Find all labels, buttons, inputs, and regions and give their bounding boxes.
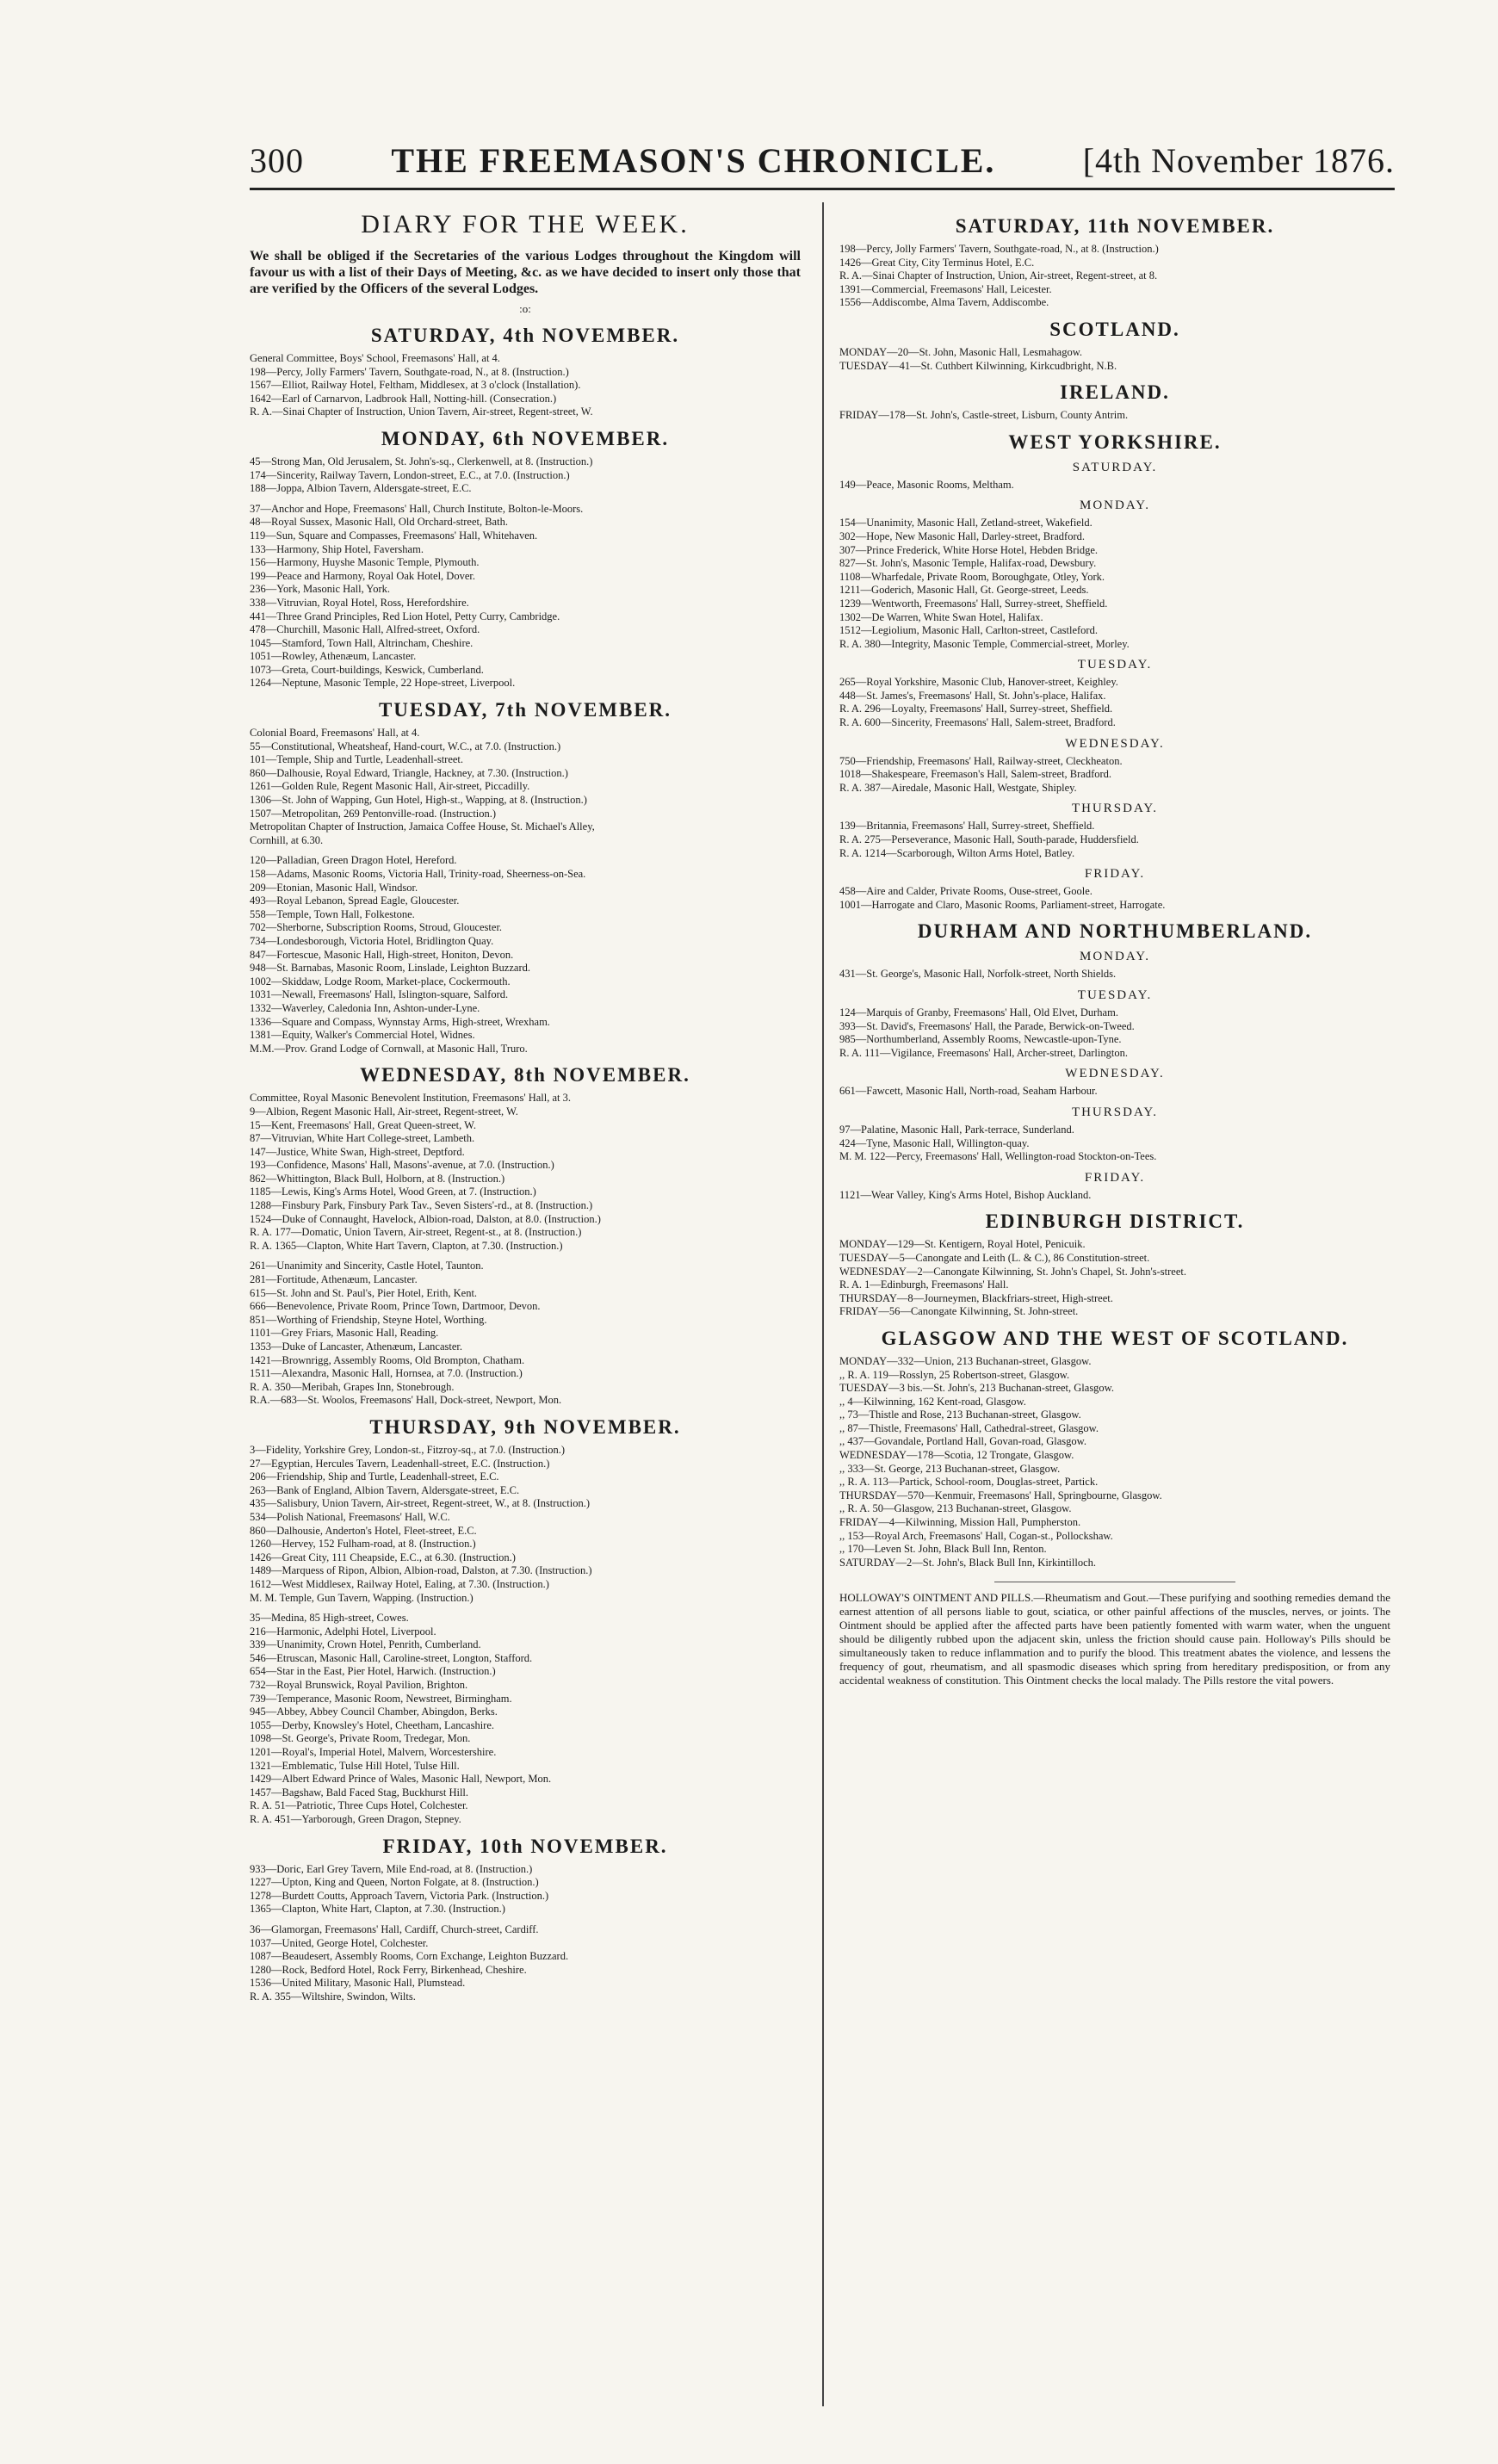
region-heading: DURHAM AND NORTHUMBERLAND.: [917, 920, 1313, 943]
lodge-entry: M.M.—Prov. Grand Lodge of Cornwall, at Masonic Hall, Truro.: [250, 1042, 528, 1055]
lodge-entry: ,, R. A. 113—Partick, School-room, Douglas-street, Partick.: [839, 1476, 1099, 1489]
lodge-entry: 206—Friendship, Ship and Turtle, Leadenhall-street, E.C.: [250, 1470, 499, 1483]
lodge-entry: 261—Unanimity and Sincerity, Castle Hotel, Taunton.: [250, 1260, 484, 1272]
region-heading: EDINBURGH DISTRICT.: [985, 1210, 1245, 1233]
lodge-entry: 55—Constitutional, Wheatsheaf, Hand-court, W.C., at 7.0. (Instruction.): [250, 740, 561, 752]
lodge-entry: 1302—De Warren, White Swan Hotel, Halifax.: [839, 610, 1043, 623]
day-heading: TUESDAY, 7th NOVEMBER.: [378, 699, 672, 721]
lodge-entry: 139—Britannia, Freemasons' Hall, Surrey-street, Sheffield.: [839, 820, 1095, 833]
lodge-entry: 87—Vitruvian, White Hart College-street, Lambeth.: [250, 1132, 475, 1145]
lodge-entry: 666—Benevolence, Private Room, Prince Town, Dartmoor, Devon.: [250, 1300, 541, 1313]
lodge-entry: 827—St. John's, Masonic Temple, Halifax-road, Dewsbury.: [839, 557, 1097, 570]
lodge-entry: 862—Whittington, Black Bull, Holborn, at 8. (Instruction.): [250, 1172, 505, 1185]
header-rule: [250, 188, 1395, 190]
region-heading: SCOTLAND.: [1049, 318, 1180, 340]
lodge-entry: 97—Palatine, Masonic Hall, Park-terrace, Sunderland.: [839, 1123, 1074, 1136]
lodge-entry: TUESDAY—3 bis.—St. John's, 213 Buchanan-street, Glasgow.: [839, 1382, 1115, 1395]
page-number: 300: [250, 141, 304, 180]
lodge-entry: 1524—Duke of Connaught, Havelock, Albion-road, Dalston, at 8.0. (Instruction.): [250, 1212, 601, 1225]
separator: :o:: [519, 302, 531, 315]
lodge-entry: 1332—Waverley, Caledonia Inn, Ashton-under-Lyne.: [250, 1001, 480, 1014]
lodge-entry: 615—St. John and St. Paul's, Pier Hotel, Erith, Kent.: [250, 1286, 478, 1299]
lodge-entry: 35—Medina, 85 High-street, Cowes.: [250, 1612, 409, 1625]
lodge-entry: 945—Abbey, Abbey Council Chamber, Abingdon, Berks.: [250, 1706, 498, 1718]
lodge-entry: 48—Royal Sussex, Masonic Hall, Old Orchard-street, Bath.: [250, 516, 508, 529]
lodge-entry: 236—York, Masonic Hall, York.: [250, 583, 390, 596]
lodge-entry: 458—Aire and Calder, Private Rooms, Ouse-street, Goole.: [839, 885, 1093, 898]
lodge-entry: 948—St. Barnabas, Masonic Room, Linslade, Leighton Buzzard.: [250, 962, 530, 975]
lodge-entry: 1391—Commercial, Freemasons' Hall, Leicester.: [839, 282, 1052, 295]
lodge-entry: 1201—Royal's, Imperial Hotel, Malvern, Worcestershire.: [250, 1746, 497, 1759]
lodge-entry: General Committee, Boys' School, Freemasons' Hall, at 4.: [250, 352, 500, 364]
lodge-entry: ,, 333—St. George, 213 Buchanan-street, Glasgow.: [839, 1462, 1061, 1475]
lodge-entry: FRIDAY—4—Kilwinning, Mission Hall, Pumpherston.: [839, 1516, 1081, 1529]
lodge-entry: 851—Worthing of Friendship, Steyne Hotel, Worthing.: [250, 1313, 487, 1326]
group-gap: [250, 1916, 801, 1923]
lodge-entry: 1612—West Middlesex, Railway Hotel, Ealing, at 7.30. (Instruction.): [250, 1577, 549, 1590]
lodge-entry: 265—Royal Yorkshire, Masonic Club, Hanover-street, Keighley.: [839, 676, 1118, 689]
lodge-entry: M. M. Temple, Gun Tavern, Wapping. (Instruction.): [250, 1591, 474, 1604]
day-subheading: WEDNESDAY.: [1065, 1067, 1165, 1081]
lodge-entry: ,, 4—Kilwinning, 162 Kent-road, Glasgow.: [839, 1395, 1026, 1408]
lodge-entry: ,, 437—Govandale, Portland Hall, Govan-road, Glasgow.: [839, 1435, 1086, 1448]
lodge-entry: THURSDAY—570—Kenmuir, Freemasons' Hall, Springbourne, Glasgow.: [839, 1489, 1162, 1501]
lodge-entry: R. A. 1214—Scarborough, Wilton Arms Hotel, Batley.: [839, 846, 1075, 859]
group-gap: [250, 1253, 801, 1260]
group-gap: [250, 496, 801, 503]
lodge-entry: 1227—Upton, King and Queen, Norton Folgate, at 8. (Instruction.): [250, 1876, 539, 1889]
lodge-entry: 1001—Harrogate and Claro, Masonic Rooms, Parliament-street, Harrogate.: [839, 898, 1166, 911]
lodge-entry: 3—Fidelity, Yorkshire Grey, London-st., Fitzroy-sq., at 7.0. (Instruction.): [250, 1443, 566, 1456]
lodge-entry: 263—Bank of England, Albion Tavern, Aldersgate-street, E.C.: [250, 1483, 520, 1496]
day-subheading: TUESDAY.: [1077, 988, 1153, 1002]
lodge-entry: 985—Northumberland, Assembly Rooms, Newcastle-upon-Tyne.: [839, 1033, 1122, 1046]
region-heading: SATURDAY, 11th NOVEMBER.: [955, 215, 1275, 237]
group-gap: [250, 847, 801, 854]
lodge-entry: 1108—Wharfedale, Private Room, Boroughgate, Otley, York.: [839, 570, 1105, 583]
page-header: [250, 129, 1395, 181]
lodge-entry: 478—Churchill, Masonic Hall, Alfred-street, Oxford.: [250, 623, 480, 636]
lodge-entry: 149—Peace, Masonic Rooms, Meltham.: [839, 478, 1014, 491]
lodge-entry: Colonial Board, Freemasons' Hall, at 4.: [250, 727, 420, 740]
lodge-entry: 493—Royal Lebanon, Spread Eagle, Gloucester.: [250, 895, 460, 907]
lodge-entry: 124—Marquis of Granby, Freemasons' Hall, Old Elvet, Durham.: [839, 1006, 1118, 1018]
lodge-entry: 1018—Shakespeare, Freemason's Hall, Salem-street, Bradford.: [839, 768, 1112, 781]
lodge-entry: 338—Vitruvian, Royal Hotel, Ross, Herefordshire.: [250, 596, 469, 609]
lodge-entry: 198—Percy, Jolly Farmers' Tavern, Southgate-road, N., at 8. (Instruction.): [839, 243, 1159, 255]
lodge-entry: R. A. 380—Integrity, Masonic Temple, Commercial-street, Morley.: [839, 637, 1130, 650]
lodge-entry: 1426—Great City, 111 Cheapside, E.C., at 6.30. (Instruction.): [250, 1551, 516, 1563]
lodge-entry: R. A. 600—Sincerity, Freemasons' Hall, Salem-street, Bradford.: [839, 716, 1116, 729]
lodge-entry: 209—Etonian, Masonic Hall, Windsor.: [250, 881, 418, 894]
lodge-entry: 1098—St. George's, Private Room, Tredegar, Mon.: [250, 1732, 471, 1745]
lodge-entry: 1045—Stamford, Town Hall, Altrincham, Cheshire.: [250, 636, 474, 649]
lodge-entry: R. A. 275—Perseverance, Masonic Hall, South-parade, Huddersfield.: [839, 833, 1139, 846]
lodge-entry: 654—Star in the East, Pier Hotel, Harwich. (Instruction.): [250, 1665, 496, 1678]
lodge-entry: 1051—Rowley, Athenæum, Lancaster.: [250, 650, 417, 663]
lodge-entry: 1031—Newall, Freemasons' Hall, Islington-square, Salford.: [250, 988, 509, 1001]
lodge-entry: 174—Sincerity, Railway Tavern, London-street, E.C., at 7.0. (Instruction.): [250, 468, 570, 481]
day-subheading: THURSDAY.: [1071, 802, 1159, 816]
lodge-entry: ,, 170—Leven St. John, Black Bull Inn, Renton.: [839, 1543, 1047, 1556]
lodge-entry: 1642—Earl of Carnarvon, Ladbrook Hall, Notting-hill. (Consecration.): [250, 392, 557, 405]
day-subheading: MONDAY.: [1080, 950, 1150, 964]
lodge-entry: R. A. 111—Vigilance, Freemasons' Hall, Archer-street, Darlington.: [839, 1046, 1128, 1059]
holloway-advert: HOLLOWAY'S OINTMENT AND PILLS.—Rheumatism and Gout.—These purifying and soothing remedies demand the earnest attention of all persons liable to gout, sciatica, or other painful affections of the muscles, nerves, or joints. The Ointment should be applied after the affected parts have been patiently fomented with warm water, when the unguent should be diligently rubbed upon the adjacent skin, unless the friction should cause pain. Holloway's Pills should be simultaneously taken to reduce inflammation and to purify the blood. This treatment abates the violence, and lessens the frequency of gout, rheumatism, and all spasmodic diseases which spring from hereditary predisposition, or from any accidental weakness of constitution. This Ointment checks the local malady. The Pills restore the vital powers.: [839, 1591, 1390, 1687]
lodge-entry: 193—Confidence, Masons' Hall, Masons'-avenue, at 7.0. (Instruction.): [250, 1159, 554, 1172]
lodge-entry: 1511—Alexandra, Masonic Hall, Hornsea, at 7.0. (Instruction.): [250, 1367, 523, 1380]
lodge-entry: R. A. 387—Airedale, Masonic Hall, Westgate, Shipley.: [839, 781, 1077, 794]
lodge-entry: 302—Hope, New Masonic Hall, Darley-street, Bradford.: [839, 529, 1085, 542]
lodge-entry: 1365—Clapton, White Hart, Clapton, at 7.30. (Instruction.): [250, 1903, 505, 1916]
lodge-entry: 558—Temple, Town Hall, Folkestone.: [250, 907, 415, 920]
lodge-entry: 1101—Grey Friars, Masonic Hall, Reading.: [250, 1327, 439, 1340]
lodge-entry: 702—Sherborne, Subscription Rooms, Stroud, Gloucester.: [250, 921, 503, 934]
lodge-entry: 120—Palladian, Green Dragon Hotel, Hereford.: [250, 854, 457, 867]
lodge-entry: 847—Fortescue, Masonic Hall, High-street, Honiton, Devon.: [250, 948, 514, 961]
lodge-entry: 1288—Finsbury Park, Finsbury Park Tav., Seven Sisters'-rd., at 8. (Instruction.): [250, 1199, 593, 1212]
lodge-entry: Cornhill, at 6.30.: [250, 833, 324, 846]
lodge-entry: 1087—Beaudesert, Assembly Rooms, Corn Exchange, Leighton Buzzard.: [250, 1950, 569, 1963]
lodge-entry: 37—Anchor and Hope, Freemasons' Hall, Church Institute, Bolton-le-Moors.: [250, 502, 584, 515]
lodge-entry: 1037—United, George Hotel, Colchester.: [250, 1936, 429, 1949]
lodge-entry: R. A. 296—Loyalty, Freemasons' Hall, Surrey-street, Sheffield.: [839, 703, 1113, 715]
lodge-entry: 1336—Square and Compass, Wynnstay Arms, High-street, Wrexham.: [250, 1015, 550, 1028]
lodge-entry: 1280—Rock, Bedford Hotel, Rock Ferry, Birkenhead, Cheshire.: [250, 1963, 527, 1976]
lodge-entry: 1121—Wear Valley, King's Arms Hotel, Bishop Auckland.: [839, 1188, 1092, 1201]
day-heading: WEDNESDAY, 8th NOVEMBER.: [360, 1064, 690, 1087]
lodge-entry: 1211—Goderich, Masonic Hall, Gt. George-street, Leeds.: [839, 584, 1089, 597]
lodge-entry: 860—Dalhousie, Anderton's Hotel, Fleet-street, E.C.: [250, 1524, 477, 1537]
lodge-entry: 198—Percy, Jolly Farmers' Tavern, Southgate-road, N., at 8. (Instruction.): [250, 365, 569, 378]
lodge-entry: ,, R. A. 119—Rosslyn, 25 Robertson-street, Glasgow.: [839, 1368, 1070, 1381]
day-heading: MONDAY, 6th NOVEMBER.: [381, 427, 670, 449]
lodge-entry: 1507—Metropolitan, 269 Pentonville-road. (Instruction.): [250, 807, 497, 820]
lodge-entry: 119—Sun, Square and Compasses, Freemasons' Hall, Whitehaven.: [250, 529, 538, 542]
lodge-entry: 1536—United Military, Masonic Hall, Plumstead.: [250, 1977, 466, 1990]
day-subheading: TUESDAY.: [1077, 658, 1153, 672]
lodge-entry: 860—Dalhousie, Royal Edward, Triangle, Hackney, at 7.30. (Instruction.): [250, 766, 568, 779]
lodge-entry: R. A. 177—Domatic, Union Tavern, Air-street, Regent-st., at 8. (Instruction.): [250, 1226, 582, 1239]
lodge-entry: Committee, Royal Masonic Benevolent Institution, Freemasons' Hall, at 3.: [250, 1092, 572, 1105]
lodge-entry: 216—Harmonic, Adelphi Hotel, Liverpool.: [250, 1625, 436, 1638]
lodge-entry: 431—St. George's, Masonic Hall, Norfolk-street, North Shields.: [839, 968, 1117, 981]
day-subheading: THURSDAY.: [1071, 1105, 1159, 1119]
lodge-entry: 281—Fortitude, Athenæum, Lancaster.: [250, 1273, 418, 1286]
lodge-entry: 424—Tyne, Masonic Hall, Willington-quay.: [839, 1136, 1030, 1149]
lodge-entry: TUESDAY—5—Canongate and Leith (L. & C.), 86 Constitution-street.: [839, 1251, 1150, 1264]
masthead-title: THE FREEMASON'S CHRONICLE.: [391, 141, 996, 180]
lodge-entry: 188—Joppa, Albion Tavern, Aldersgate-street, E.C.: [250, 482, 472, 495]
lodge-entry: MONDAY—129—St. Kentigern, Royal Hotel, Penicuik.: [839, 1238, 1086, 1251]
right-column: [839, 207, 1390, 1687]
day-subheading: FRIDAY.: [1084, 1170, 1146, 1185]
lodge-entry: 147—Justice, White Swan, High-street, Deptford.: [250, 1145, 465, 1158]
lodge-entry: 732—Royal Brunswick, Royal Pavilion, Brighton.: [250, 1679, 468, 1692]
lodge-entry: M. M. 122—Percy, Freemasons' Hall, Wellington-road Stockton-on-Tees.: [839, 1150, 1157, 1163]
lodge-entry: MONDAY—332—Union, 213 Buchanan-street, Glasgow.: [839, 1354, 1092, 1367]
lodge-entry: 739—Temperance, Masonic Room, Newstreet, Birmingham.: [250, 1692, 512, 1705]
lodge-entry: 307—Prince Frederick, White Horse Hotel, Hebden Bridge.: [839, 543, 1099, 556]
diary-intro: We shall be obliged if the Secretaries of the various Lodges throughout the Kingdom will favour us with a list of their Days of Meeting, &c. as we have decided to insert only those that are verified by the Officers of the several Lodges.: [250, 249, 801, 296]
lodge-entry: 1321—Emblematic, Tulse Hill Hotel, Tulse Hill.: [250, 1759, 460, 1772]
region-heading: GLASGOW AND THE WEST OF SCOTLAND.: [881, 1327, 1349, 1349]
lodge-entry: R. A. 350—Meribah, Grapes Inn, Stonebrough.: [250, 1380, 455, 1393]
lodge-entry: 101—Temple, Ship and Turtle, Leadenhall-street.: [250, 753, 464, 766]
lodge-entry: 1073—Greta, Court-buildings, Keswick, Cumberland.: [250, 663, 484, 676]
left-day-sections: [250, 325, 801, 2004]
lodge-entry: R. A.—Sinai Chapter of Instruction, Union, Air-street, Regent-street, at 8.: [839, 269, 1158, 282]
column-divider: [822, 202, 824, 2406]
lodge-entry: 1260—Hervey, 152 Fulham-road, at 8. (Instruction.): [250, 1538, 476, 1551]
lodge-entry: 1421—Brownrigg, Assembly Rooms, Old Brompton, Chatham.: [250, 1353, 525, 1366]
lodge-entry: 1264—Neptune, Masonic Temple, 22 Hope-street, Liverpool.: [250, 677, 516, 690]
lodge-entry: WEDNESDAY—2—Canongate Kilwinning, St. John's Chapel, St. John's-street.: [839, 1265, 1186, 1278]
lodge-entry: 9—Albion, Regent Masonic Hall, Air-street, Regent-street, W.: [250, 1105, 518, 1117]
lodge-entry: R. A. 451—Yarborough, Green Dragon, Stepney.: [250, 1813, 461, 1825]
lodge-entry: WEDNESDAY—178—Scotia, 12 Trongate, Glasgow.: [839, 1449, 1074, 1462]
lodge-entry: R.A.—683—St. Woolos, Freemasons' Hall, Dock-street, Newport, Mon.: [250, 1394, 562, 1407]
lodge-entry: 1556—Addiscombe, Alma Tavern, Addiscombe.: [839, 296, 1049, 309]
lodge-entry: 15—Kent, Freemasons' Hall, Great Queen-street, W.: [250, 1118, 476, 1131]
lodge-entry: R. A.—Sinai Chapter of Instruction, Union Tavern, Air-street, Regent-street, W.: [250, 406, 593, 418]
lodge-entry: 1512—Legiolium, Masonic Hall, Carlton-street, Castleford.: [839, 624, 1098, 637]
group-gap: [250, 1605, 801, 1612]
lodge-entry: 1278—Burdett Coutts, Approach Tavern, Victoria Park. (Instruction.): [250, 1889, 549, 1902]
lodge-entry: 1567—Elliot, Railway Hotel, Feltham, Middlesex, at 3 o'clock (Installation).: [250, 379, 581, 392]
lodge-entry: 1489—Marquess of Ripon, Albion, Albion-road, Dalston, at 7.30. (Instruction.): [250, 1564, 592, 1577]
day-heading: SATURDAY, 4th NOVEMBER.: [370, 325, 680, 346]
lodge-entry: 534—Polish National, Freemasons' Hall, W.C.: [250, 1510, 450, 1523]
right-region-sections: [839, 215, 1390, 1569]
lodge-entry: 1426—Great City, City Terminus Hotel, E.C.: [839, 256, 1035, 269]
lodge-entry: R. A. 1365—Clapton, White Hart Tavern, Clapton, at 7.30. (Instruction.): [250, 1239, 563, 1252]
lodge-entry: FRIDAY—178—St. John's, Castle-street, Lisburn, County Antrim.: [839, 409, 1129, 422]
lodge-entry: 661—Fawcett, Masonic Hall, North-road, Seaham Harbour.: [839, 1085, 1098, 1098]
lodge-entry: 1261—Golden Rule, Regent Masonic Hall, Air-street, Piccadilly.: [250, 780, 530, 793]
lodge-entry: 441—Three Grand Principles, Red Lion Hotel, Petty Curry, Cambridge.: [250, 610, 560, 622]
lodge-entry: 158—Adams, Masonic Rooms, Victoria Hall, Trinity-road, Sheerness-on-Sea.: [250, 868, 586, 880]
day-heading: THURSDAY, 9th NOVEMBER.: [369, 1415, 681, 1438]
region-heading: IRELAND.: [1060, 381, 1170, 404]
lodge-entry: THURSDAY—8—Journeymen, Blackfriars-street, High-street.: [839, 1291, 1113, 1304]
lodge-entry: 154—Unanimity, Masonic Hall, Zetland-street, Wakefield.: [839, 517, 1093, 529]
lodge-entry: 1306—St. John of Wapping, Gun Hotel, High-st., Wapping, at 8. (Instruction.): [250, 794, 587, 807]
lodge-entry: 339—Unanimity, Crown Hotel, Penrith, Cumberland.: [250, 1638, 481, 1651]
lodge-entry: 1002—Skiddaw, Lodge Room, Market-place, Cockermouth.: [250, 975, 511, 987]
left-column: [250, 207, 801, 2004]
lodge-entry: 448—St. James's, Freemasons' Hall, St. John's-place, Halifax.: [839, 689, 1106, 702]
lodge-entry: 156—Harmony, Huyshe Masonic Temple, Plymouth.: [250, 556, 480, 569]
lodge-entry: R. A. 51—Patriotic, Three Cups Hotel, Colchester.: [250, 1799, 468, 1812]
day-subheading: MONDAY.: [1080, 498, 1150, 513]
lodge-entry: 750—Friendship, Freemasons' Hall, Railway-street, Cleckheaton.: [839, 754, 1123, 767]
lodge-entry: 435—Salisbury, Union Tavern, Air-street, Regent-street, W., at 8. (Instruction.): [250, 1497, 590, 1510]
lodge-entry: ,, 87—Thistle, Freemasons' Hall, Cathedral-street, Glasgow.: [839, 1421, 1099, 1434]
issue-date: [4th November 1876.: [1082, 141, 1395, 180]
lodge-entry: 1185—Lewis, King's Arms Hotel, Wood Green, at 7. (Instruction.): [250, 1186, 536, 1198]
region-heading: WEST YORKSHIRE.: [1008, 430, 1222, 453]
lodge-entry: FRIDAY—56—Canongate Kilwinning, St. John-street.: [839, 1305, 1079, 1318]
lodge-entry: 1381—Equity, Walker's Commercial Hotel, Widnes.: [250, 1029, 475, 1042]
lodge-entry: MONDAY—20—St. John, Masonic Hall, Lesmahagow.: [839, 345, 1083, 358]
diary-title: DIARY FOR THE WEEK.: [361, 210, 690, 238]
lodge-entry: Metropolitan Chapter of Instruction, Jamaica Coffee House, St. Michael's Alley,: [250, 820, 595, 833]
lodge-entry: 393—St. David's, Freemasons' Hall, the Parade, Berwick-on-Tweed.: [839, 1019, 1135, 1032]
lodge-entry: ,, 73—Thistle and Rose, 213 Buchanan-street, Glasgow.: [839, 1408, 1081, 1421]
day-subheading: SATURDAY.: [1072, 460, 1158, 474]
lodge-entry: 1429—Albert Edward Prince of Wales, Masonic Hall, Newport, Mon.: [250, 1773, 552, 1786]
lodge-entry: 199—Peace and Harmony, Royal Oak Hotel, Dover.: [250, 569, 475, 582]
lodge-entry: 1239—Wentworth, Freemasons' Hall, Surrey-street, Sheffield.: [839, 597, 1108, 610]
lodge-entry: R. A. 1—Edinburgh, Freemasons' Hall.: [839, 1278, 1009, 1291]
lodge-entry: 734—Londesborough, Victoria Hotel, Bridlington Quay.: [250, 934, 494, 947]
day-subheading: FRIDAY.: [1084, 867, 1146, 882]
lodge-entry: 546—Etruscan, Masonic Hall, Caroline-street, Longton, Stafford.: [250, 1651, 533, 1664]
lodge-entry: 133—Harmony, Ship Hotel, Faversham.: [250, 542, 424, 555]
day-heading: FRIDAY, 10th NOVEMBER.: [382, 1835, 668, 1857]
lodge-entry: 36—Glamorgan, Freemasons' Hall, Cardiff, Church-street, Cardiff.: [250, 1922, 539, 1935]
lodge-entry: 1055—Derby, Knowsley's Hotel, Cheetham, Lancashire.: [250, 1718, 495, 1731]
lodge-entry: ,, R. A. 50—Glasgow, 213 Buchanan-street, Glasgow.: [839, 1502, 1072, 1515]
lodge-entry: ,, 153—Royal Arch, Freemasons' Hall, Cogan-st., Pollockshaw.: [839, 1529, 1113, 1542]
lodge-entry: 933—Doric, Earl Grey Tavern, Mile End-road, at 8. (Instruction.): [250, 1862, 533, 1875]
lodge-entry: TUESDAY—41—St. Cuthbert Kilwinning, Kirkcudbright, N.B.: [839, 359, 1117, 372]
day-subheading: WEDNESDAY.: [1065, 736, 1165, 751]
lodge-entry: 45—Strong Man, Old Jerusalem, St. John's-sq., Clerkenwell, at 8. (Instruction.): [250, 455, 593, 467]
lodge-entry: 1353—Duke of Lancaster, Athenæum, Lancaster.: [250, 1340, 462, 1353]
lodge-entry: 27—Egyptian, Hercules Tavern, Leadenhall-street, E.C. (Instruction.): [250, 1457, 550, 1470]
lodge-entry: R. A. 355—Wiltshire, Swindon, Wilts.: [250, 1990, 416, 2003]
lodge-entry: 1457—Bagshaw, Bald Faced Stag, Buckhurst Hill.: [250, 1786, 469, 1798]
lodge-entry: SATURDAY—2—St. John's, Black Bull Inn, Kirkintilloch.: [839, 1556, 1096, 1569]
